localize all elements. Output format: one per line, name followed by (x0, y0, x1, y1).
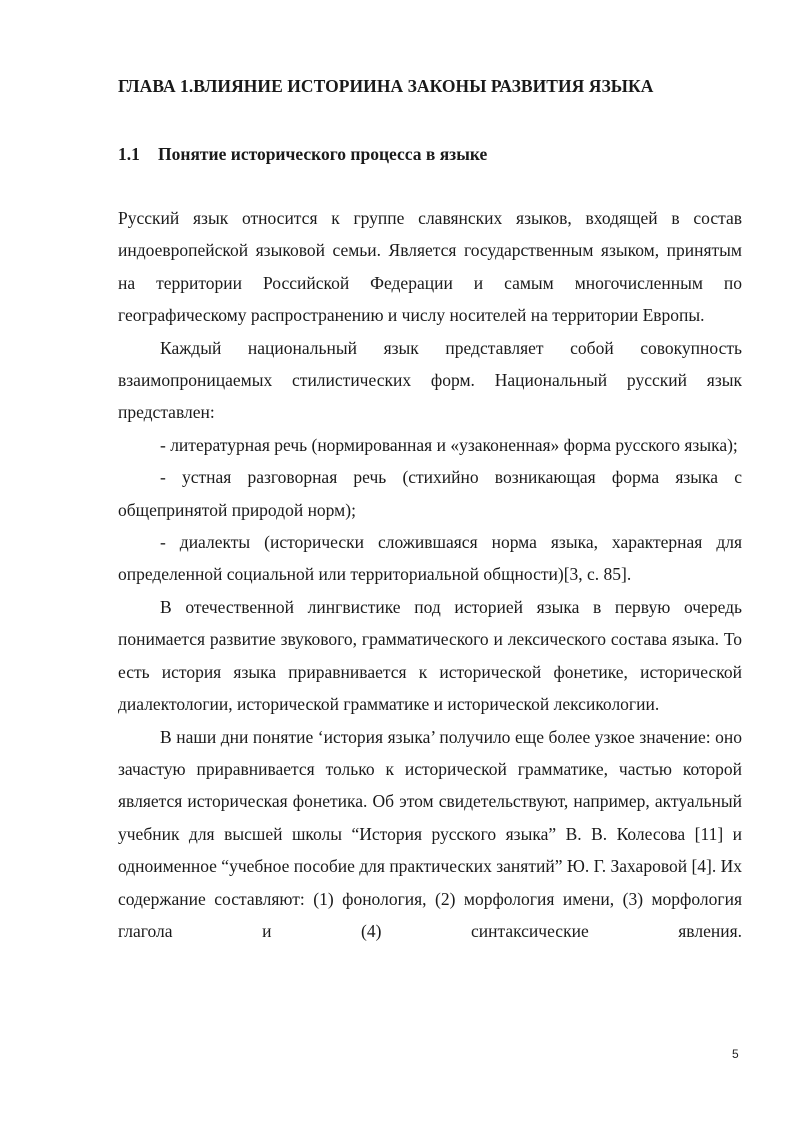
paragraph-intro: Русский язык относится к группе славянских языков, входящей в состав индоевропейской языковой семьи. Является государственным языком, принятым на территории Российской Федерации и самым многочисленным по географическому распространению и числу носителей на территории Европы. (118, 208, 742, 326)
list-item-colloquial: - устная разговорная речь (стихийно возникающая форма языка с общепринятой природой норм); (118, 467, 742, 520)
list-item-dialects: - диалекты (исторически сложившаяся норма языка, характерная для определенной социальной или территориальной общности)[3, с. 85]. (118, 532, 742, 585)
section-heading (118, 144, 742, 165)
section-number: 1.1 (118, 144, 140, 164)
body-text (118, 202, 742, 947)
list-item-literary: - литературная речь (нормированная и «узаконенная» форма русского языка); (160, 434, 738, 455)
section-title: Понятие исторического процесса в языке (158, 144, 488, 164)
page-number: 5 (732, 1047, 739, 1061)
chapter-title: ГЛАВА 1.ВЛИЯНИЕ ИСТОРИИНА ЗАКОНЫ РАЗВИТИЯ ЯЗЫКА (118, 76, 654, 96)
paragraph-forms: Каждый национальный язык представляет собой совокупность взаимопроницаемых стилистических форм. Национальный русский язык представлен: (118, 337, 742, 423)
paragraph-history: В отечественной лингвистике под историей языка в первую очередь понимается развитие звукового, грамматического и лексического состава языка. То есть история языка приравнивается к исторической фонетике, исторической диалектологии, исторической грамматике и исторической лексикологии. (118, 596, 742, 715)
paragraph-narrow-meaning: В наши дни понятие ‘история языка’ получило еще более узкое значение: оно зачастую приравнивается только к исторической грамматике, частью которой является историческая фонетика. Об этом свидетельствуют, например, актуальный учебник для высшей школы “История русского языка” В. В. Колесова [11] и одноименное “учебное пособие для практических занятий” Ю. Г. Захаровой [4]. Их содержание составляют: (1) фонология, (2) морфология имени, (3) морфология глагола и (4) синтаксические явления. (118, 726, 742, 941)
